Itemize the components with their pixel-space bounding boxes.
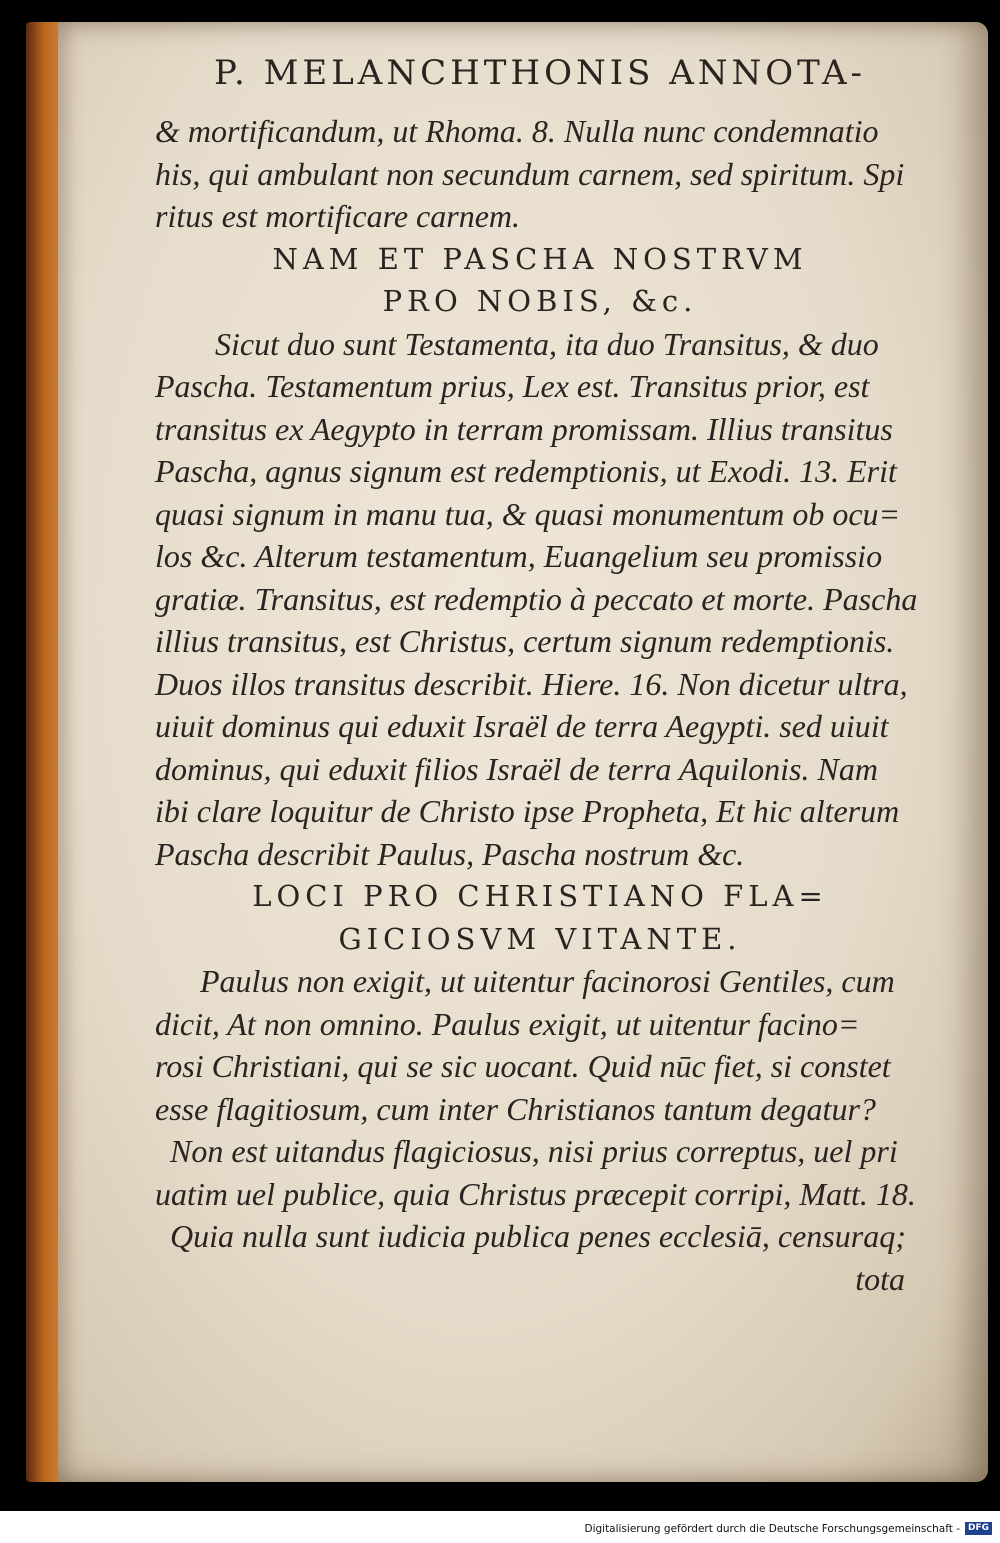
text-line: esse flagitiosum, cum inter Christianos tantum degatur?	[155, 1090, 876, 1127]
text-line: dicit, At non omnino. Paulus exigit, ut uitentur facino=	[155, 1005, 860, 1042]
text-line: dominus, qui eduxit filios Israël de terra Aquilonis. Nam	[155, 750, 878, 787]
section-heading: PRO NOBIS, &c.	[382, 284, 698, 318]
text-line: his, qui ambulant non secundum carnem, sed spiritum. Spi	[155, 155, 905, 192]
text-line: Pascha describit Paulus, Pascha nostrum &c.	[155, 835, 745, 872]
text-line: Sicut duo sunt Testamenta, ita duo Transitus, & duo	[215, 325, 879, 362]
page-text	[155, 40, 925, 1300]
text-line: transitus ex Aegypto in terram promissam. Illius transitus	[155, 410, 893, 447]
text-line: Paulus non exigit, ut uitentur facinorosi Gentiles, cum	[200, 963, 895, 999]
text-block	[155, 110, 925, 1300]
text-line: quasi signum in manu tua, & quasi monumentum ob ocu=	[155, 495, 901, 532]
text-line: ibi clare loquitur de Christo ipse Propheta, Et hic alterum	[155, 793, 900, 829]
text-line: Duos illos transitus describit. Hiere. 16. Non dicetur ultra,	[155, 665, 908, 702]
footer-bar	[0, 1511, 1000, 1543]
text-line: los &c. Alterum testamentum, Euangelium seu promissio	[155, 538, 883, 574]
section-heading: NAM ET PASCHA NOSTRVM	[272, 241, 808, 276]
text-line: illius transitus, est Christus, certum signum redemptionis.	[155, 623, 895, 659]
text-line: uatim uel publice, quia Christus præcepit corripi, Matt. 18.	[155, 1175, 916, 1212]
text-line: uiuit dominus qui eduxit Israël de terra Aegypti. sed uiuit	[155, 708, 889, 744]
section-heading: LOCI PRO CHRISTIANO FLA=	[252, 879, 828, 913]
text-line: Quia nulla sunt iudicia publica penes ecclesiā, censuraq;	[170, 1218, 906, 1254]
text-line: & mortificandum, ut Rhoma. 8. Nulla nunc condemnatio	[155, 113, 879, 149]
footer-credit: Digitalisierung gefördert durch die Deutsche Forschungsgemeinschaft -	[584, 1523, 960, 1535]
text-line: Non est uitandus flagiciosus, nisi prius correptus, uel pri	[170, 1133, 898, 1169]
catchword: tota	[855, 1260, 905, 1297]
dfg-logo: DFG	[965, 1522, 992, 1535]
text-line: Pascha, agnus signum est redemptionis, ut Exodi. 13. Erit	[155, 453, 897, 489]
text-line: rosi Christiani, qui se sic uocant. Quid nūc fiet, si constet	[155, 1048, 891, 1084]
text-line: Pascha. Testamentum prius, Lex est. Transitus prior, est	[155, 368, 870, 404]
running-head: P. MELANCHTHONIS ANNOTA-	[213, 53, 867, 93]
section-heading: GICIOSVM VITANTE.	[338, 921, 742, 956]
text-line: ritus est mortificare carnem.	[155, 198, 520, 234]
text-line: gratiæ. Transitus, est redemptio à peccato et morte. Pascha	[155, 580, 918, 617]
